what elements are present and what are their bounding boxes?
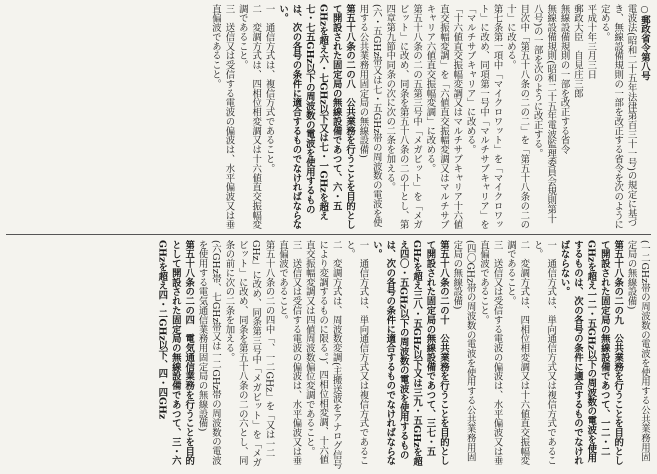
- paragraph: 一 通信方式は、複信方式であること。: [263, 4, 275, 174]
- paragraph: 三 送信又は受信する電波の偏波は、水平偏波又は垂直偏波であること。: [478, 240, 503, 466]
- top-band: [6, 4, 651, 230]
- paragraph: 目次中「第五十八条の二の二」を「第五十八条の二の十」に改める。: [504, 4, 530, 230]
- paragraph: 無線設備規則の一部を改正する省令: [558, 4, 570, 155]
- paragraph: 二 変調方式は、四相位相変調又は十六値直交振幅変調であること。: [504, 240, 530, 466]
- paragraph: (四〇GHz帯の周波数の電波を使用する公共業務用固定局の無線設備): [451, 240, 476, 462]
- paragraph: 一 通信方式は、単向通信方式又は複信方式であること。: [531, 240, 557, 466]
- paragraph: 「十六値直交振幅変調又はマルチサブキャリア十六値直交振幅変調」を「六値直交振幅変調又はマルチサブキャリア六値直交振幅変調」に改める。: [424, 4, 463, 230]
- paragraph: 第五十八条の二の十 公共業務を行うことを目的として開設された固定局の無線設備であつて、三七・五GHzを超え三八・五GHz以下又は三九・五GHzを超え四〇・五GHz以下の周波数の電波を使用するものは、次の各号の条件に適合するものでなければならない。: [370, 240, 449, 467]
- paragraph: 三 送信又は受信する電波の偏波は、水平偏波又は垂直偏波であること。: [210, 4, 235, 230]
- paragraph: 郵政大臣 自見庄三郎: [571, 4, 583, 98]
- paragraph: ○郵政省令第八号: [639, 4, 650, 81]
- paragraph: 第七条第一項中「マイクロワット」を「マイクロワット」に改め、同項第一号中「マルチサブキャリア」を「マルチサブキャリア」に改める。: [464, 4, 503, 230]
- paragraph: (一二GHz帯の周波数の電波を使用する公共業務用固定局の無線設備): [625, 240, 650, 462]
- paragraph: 二 変調方式は、周波数変調(主搬送波をアナログ信号により変調するものに限る。)、四相位相変調、十六値直交振幅変調又は四値周波数偏位変調であること。: [303, 240, 342, 470]
- paragraph: 三 送信又は受信する電波の偏波は、水平偏波又は垂直偏波であること。: [277, 240, 302, 466]
- paragraph: 一 通信方式は、単向通信方式又は複信方式であること。: [344, 240, 369, 466]
- bottom-band: [6, 240, 651, 470]
- paragraph: 電波法(昭和二十五年法律第百三十一号)の規定に基づき、無線設備規則の一部を改正する省令を次のように定める。: [598, 4, 637, 230]
- paragraph: (六GHz帯、七GHz帯又は一二GHz帯の周波数の電波を使用する電気通信業務用固定局の無線設備): [196, 240, 221, 466]
- paragraph: 無線設備規則(昭和二十五年電波監理委員会規則第十八号)の一部を次のように改正する。: [531, 4, 557, 224]
- paragraph: 第五十八条の二の九 公共業務を行うことを目的として開設された固定局の無線設備であつて、一二・二GHzを超え一二・五GHz以下の周波数の電波を使用するものは、次の各号の条件に適合するものでなければならない。: [558, 240, 624, 466]
- paragraph: 平成十年三月三日: [585, 4, 597, 80]
- paragraph: (六・五GHz帯又は七・五GHz帯の周波数の電波を使用する公共業務用固定局の無線設備): [357, 4, 382, 228]
- paragraph: 第五十八条の二の四 電気通信業務を行うことを目的として開設された固定局の無線設備であつて、三・六GHzを超え四・二GHz以下、四・四GHz: [156, 240, 195, 466]
- band-divider: [6, 234, 651, 235]
- paragraph: 第五十八条の二の八 公共業務を行うことを目的として開設された固定局の無線設備であつて、六・五GHzを超え六・七GHz以下又は七・一GHzを超え七・七五GHz以下の周波数の電波を使用するものは、次の各号の条件に適合するものでなければならない。: [277, 4, 356, 230]
- paragraph: 第五十八条の二の五第三号中「メガビット」を「メガビット」に改め、同条を第五十八条の二の十とし、第四章第九節中同条の次に次の二条を加える。: [384, 4, 423, 230]
- paragraph: 第五十八条の二の四中「、一二GHz」を「又は一二GHz」に改め、同条第三号中「メガビット」を「メガビット」に改め、同条を第五十八条の二の六とし、同条の前に次の二条を加える。: [223, 240, 275, 468]
- paragraph: 二 変調方式は、四相位相変調又は十六値直交振幅変調であること。: [236, 4, 262, 230]
